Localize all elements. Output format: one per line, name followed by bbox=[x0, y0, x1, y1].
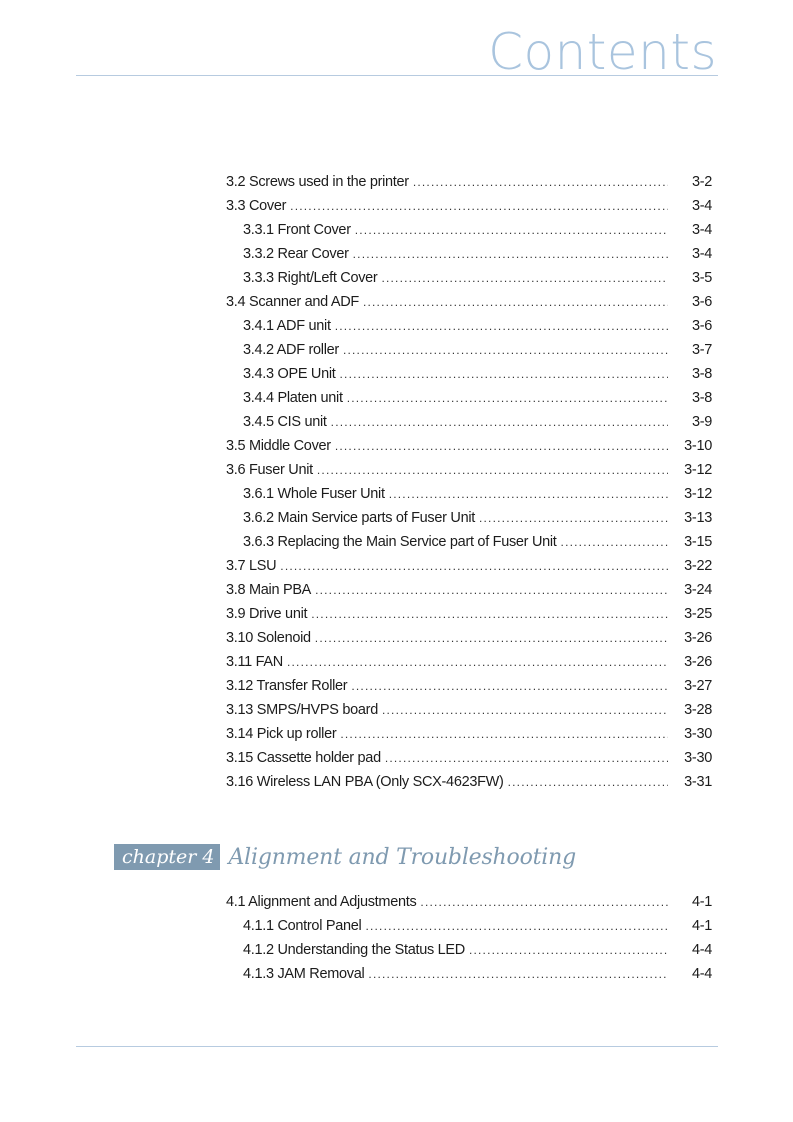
dot-leader bbox=[280, 554, 668, 578]
toc-entry[interactable] bbox=[226, 674, 712, 698]
toc-entry-label: 3.2 Screws used in the printer bbox=[226, 174, 409, 190]
toc-entry-page: 4-4 bbox=[691, 966, 712, 982]
dot-leader bbox=[368, 962, 668, 986]
dot-leader bbox=[351, 674, 668, 698]
toc-entry-page: 3-15 bbox=[684, 534, 712, 550]
toc-entry-label: 3.4.4 Platen unit bbox=[243, 390, 343, 406]
toc-entry-label: 3.16 Wireless LAN PBA (Only SCX-4623FW) bbox=[226, 774, 504, 790]
toc-entry-label: 3.4.5 CIS unit bbox=[243, 414, 327, 430]
toc-subentry[interactable] bbox=[226, 218, 712, 242]
toc-entry-label: 3.3 Cover bbox=[226, 198, 287, 214]
toc-entry[interactable] bbox=[226, 746, 712, 770]
dot-leader bbox=[420, 890, 668, 914]
toc-entry[interactable] bbox=[226, 194, 712, 218]
dot-leader bbox=[287, 650, 668, 674]
toc-entry-label: 3.11 FAN bbox=[226, 654, 283, 670]
toc-entry-page: 3-26 bbox=[684, 630, 712, 646]
dot-leader bbox=[561, 530, 668, 554]
toc-entry-label: 3.14 Pick up roller bbox=[226, 726, 337, 742]
toc-entry-page: 4-1 bbox=[691, 894, 712, 910]
toc-entry[interactable] bbox=[226, 722, 712, 746]
toc-subentry[interactable] bbox=[226, 314, 712, 338]
dot-leader bbox=[343, 338, 668, 362]
toc-entry[interactable] bbox=[226, 770, 712, 794]
toc-entry-page: 3-24 bbox=[684, 582, 712, 598]
toc-entry-page: 3-4 bbox=[691, 246, 712, 262]
toc-entry-page: 3-30 bbox=[684, 726, 712, 742]
toc-entry[interactable] bbox=[226, 890, 712, 914]
toc-entry[interactable] bbox=[226, 698, 712, 722]
toc-entry-page: 3-9 bbox=[691, 414, 712, 430]
dot-leader bbox=[353, 242, 668, 266]
toc-entry[interactable] bbox=[226, 434, 712, 458]
toc-entry-page: 4-1 bbox=[691, 918, 712, 934]
dot-leader bbox=[469, 938, 668, 962]
dot-leader bbox=[365, 914, 668, 938]
dot-leader bbox=[335, 314, 668, 338]
toc-chapter-3 bbox=[226, 170, 712, 794]
toc-entry-page: 3-12 bbox=[684, 462, 712, 478]
dot-leader bbox=[413, 170, 668, 194]
dot-leader bbox=[381, 266, 668, 290]
dot-leader bbox=[385, 746, 668, 770]
toc-entry-label: 3.6.2 Main Service parts of Fuser Unit bbox=[243, 510, 475, 526]
toc-entry-label: 3.6.3 Replacing the Main Service part of Fuser Unit bbox=[243, 534, 557, 550]
header-divider bbox=[76, 75, 718, 76]
footer-divider bbox=[76, 1046, 718, 1047]
toc-entry-page: 3-26 bbox=[684, 654, 712, 670]
chapter-tag: chapter 4 bbox=[114, 844, 220, 870]
toc-subentry[interactable] bbox=[226, 506, 712, 530]
dot-leader bbox=[315, 626, 668, 650]
toc-entry-page: 3-27 bbox=[684, 678, 712, 694]
toc-entry-label: 4.1.2 Understanding the Status LED bbox=[243, 942, 465, 958]
toc-entry-page: 3-10 bbox=[684, 438, 712, 454]
toc-entry-label: 3.4.3 OPE Unit bbox=[243, 366, 336, 382]
toc-subentry[interactable] bbox=[226, 338, 712, 362]
dot-leader bbox=[508, 770, 668, 794]
toc-entry-page: 3-13 bbox=[684, 510, 712, 526]
toc-entry-label: 3.8 Main PBA bbox=[226, 582, 312, 598]
toc-entry[interactable] bbox=[226, 626, 712, 650]
toc-entry-label: 4.1.1 Control Panel bbox=[243, 918, 362, 934]
toc-subentry[interactable] bbox=[226, 962, 712, 986]
page-title: Contents bbox=[488, 23, 717, 81]
dot-leader bbox=[340, 362, 668, 386]
toc-entry-page: 3-25 bbox=[684, 606, 712, 622]
toc-chapter-4 bbox=[226, 890, 712, 986]
toc-entry[interactable] bbox=[226, 554, 712, 578]
dot-leader bbox=[340, 722, 668, 746]
toc-subentry[interactable] bbox=[226, 914, 712, 938]
toc-entry[interactable] bbox=[226, 578, 712, 602]
toc-entry-page: 3-4 bbox=[691, 222, 712, 238]
toc-entry-page: 3-2 bbox=[691, 174, 712, 190]
toc-entry-label: 3.6 Fuser Unit bbox=[226, 462, 313, 478]
toc-subentry[interactable] bbox=[226, 410, 712, 434]
toc-entry[interactable] bbox=[226, 170, 712, 194]
toc-entry-page: 3-7 bbox=[691, 342, 712, 358]
toc-entry-page: 3-28 bbox=[684, 702, 712, 718]
toc-entry[interactable] bbox=[226, 290, 712, 314]
toc-subentry[interactable] bbox=[226, 266, 712, 290]
toc-entry-page: 4-4 bbox=[691, 942, 712, 958]
toc-subentry[interactable] bbox=[226, 362, 712, 386]
toc-entry-label: 3.13 SMPS/HVPS board bbox=[226, 702, 378, 718]
toc-entry-label: 3.9 Drive unit bbox=[226, 606, 308, 622]
toc-entry[interactable] bbox=[226, 602, 712, 626]
toc-entry-label: 3.3.1 Front Cover bbox=[243, 222, 351, 238]
toc-entry-page: 3-6 bbox=[691, 294, 712, 310]
toc-subentry[interactable] bbox=[226, 530, 712, 554]
toc-entry-page: 3-8 bbox=[691, 390, 712, 406]
toc-entry[interactable] bbox=[226, 458, 712, 482]
dot-leader bbox=[315, 578, 668, 602]
toc-entry[interactable] bbox=[226, 650, 712, 674]
dot-leader bbox=[363, 290, 668, 314]
toc-entry-label: 3.4.2 ADF roller bbox=[243, 342, 339, 358]
toc-entry-page: 3-6 bbox=[691, 318, 712, 334]
toc-entry-page: 3-8 bbox=[691, 366, 712, 382]
dot-leader bbox=[311, 602, 668, 626]
toc-entry-label: 3.4 Scanner and ADF bbox=[226, 294, 359, 310]
chapter-4-header bbox=[114, 842, 576, 872]
toc-entry-label: 3.3.3 Right/Left Cover bbox=[243, 270, 378, 286]
toc-entry-page: 3-22 bbox=[684, 558, 712, 574]
dot-leader bbox=[355, 218, 668, 242]
toc-entry-page: 3-4 bbox=[691, 198, 712, 214]
toc-subentry[interactable] bbox=[226, 482, 712, 506]
chapter-title: Alignment and Troubleshooting bbox=[228, 844, 576, 870]
toc-entry-label: 4.1 Alignment and Adjustments bbox=[226, 894, 417, 910]
toc-entry-label: 3.5 Middle Cover bbox=[226, 438, 331, 454]
toc-entry-label: 4.1.3 JAM Removal bbox=[243, 966, 365, 982]
dot-leader bbox=[331, 410, 668, 434]
toc-entry-label: 3.12 Transfer Roller bbox=[226, 678, 348, 694]
toc-entry-page: 3-31 bbox=[684, 774, 712, 790]
dot-leader bbox=[347, 386, 668, 410]
toc-subentry[interactable] bbox=[226, 938, 712, 962]
toc-entry-label: 3.6.1 Whole Fuser Unit bbox=[243, 486, 385, 502]
toc-subentry[interactable] bbox=[226, 242, 712, 266]
dot-leader bbox=[317, 458, 668, 482]
dot-leader bbox=[382, 698, 668, 722]
dot-leader bbox=[479, 506, 668, 530]
toc-entry-page: 3-30 bbox=[684, 750, 712, 766]
dot-leader bbox=[389, 482, 668, 506]
toc-entry-label: 3.15 Cassette holder pad bbox=[226, 750, 381, 766]
dot-leader bbox=[335, 434, 668, 458]
dot-leader bbox=[290, 194, 668, 218]
toc-entry-page: 3-12 bbox=[684, 486, 712, 502]
toc-entry-label: 3.10 Solenoid bbox=[226, 630, 311, 646]
toc-entry-label: 3.4.1 ADF unit bbox=[243, 318, 331, 334]
toc-subentry[interactable] bbox=[226, 386, 712, 410]
toc-entry-label: 3.3.2 Rear Cover bbox=[243, 246, 349, 262]
toc-entry-page: 3-5 bbox=[691, 270, 712, 286]
toc-entry-label: 3.7 LSU bbox=[226, 558, 277, 574]
